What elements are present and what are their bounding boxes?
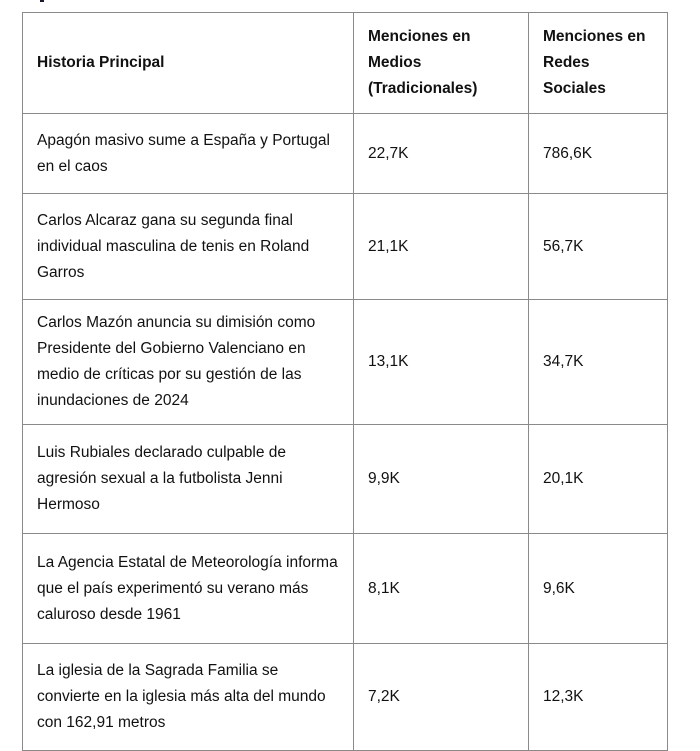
- social-mentions-value: 34,7K: [529, 300, 668, 425]
- story-title: Carlos Mazón anuncia su dimisión como Presidente del Gobierno Valenciano en medio de críticas por su gestión de las inundaciones de 2024: [23, 300, 354, 425]
- social-mentions-value: 12,3K: [529, 644, 668, 751]
- table-row: [23, 425, 668, 534]
- media-mentions-value: 22,7K: [354, 114, 529, 194]
- table-row: [23, 114, 668, 194]
- column-header-social-line-2: Redes: [543, 54, 590, 71]
- table-row: [23, 534, 668, 644]
- media-mentions-value: 13,1K: [354, 300, 529, 425]
- stories-table-container: [22, 12, 667, 751]
- table-header-row: [23, 13, 668, 114]
- story-title: La Agencia Estatal de Meteorología informa que el país experimentó su verano más caluroso desde 1961: [23, 534, 354, 644]
- top-stories-table: [22, 12, 668, 751]
- social-mentions-value: 56,7K: [529, 194, 668, 300]
- column-header-media-line-2: Medios: [368, 54, 422, 71]
- table-row: [23, 644, 668, 751]
- social-mentions-value: 786,6K: [529, 114, 668, 194]
- media-mentions-value: 21,1K: [354, 194, 529, 300]
- story-title: Apagón masivo sume a España y Portugal en el caos: [23, 114, 354, 194]
- column-header-media-mentions: [354, 13, 529, 114]
- table-header: [23, 13, 668, 114]
- media-mentions-value: 8,1K: [354, 534, 529, 644]
- column-header-social-line-1: Menciones en: [543, 28, 646, 45]
- table-row: [23, 194, 668, 300]
- column-header-social-line-3: Sociales: [543, 80, 606, 97]
- media-mentions-value: 9,9K: [354, 425, 529, 534]
- column-header-story: Historia Principal: [23, 13, 354, 114]
- social-mentions-value: 9,6K: [529, 534, 668, 644]
- clipped-text-fragment: [40, 0, 44, 2]
- table-body: [23, 114, 668, 751]
- table-row: [23, 300, 668, 425]
- story-title: Carlos Alcaraz gana su segunda final individual masculina de tenis en Roland Garros: [23, 194, 354, 300]
- column-header-social-mentions: [529, 13, 668, 114]
- column-header-media-line-1: Menciones en: [368, 28, 471, 45]
- column-header-media-line-3: (Tradicionales): [368, 80, 478, 97]
- story-title: La iglesia de la Sagrada Familia se convierte en la iglesia más alta del mundo con 162,91 metros: [23, 644, 354, 751]
- media-mentions-value: 7,2K: [354, 644, 529, 751]
- social-mentions-value: 20,1K: [529, 425, 668, 534]
- story-title: Luis Rubiales declarado culpable de agresión sexual a la futbolista Jenni Hermoso: [23, 425, 354, 534]
